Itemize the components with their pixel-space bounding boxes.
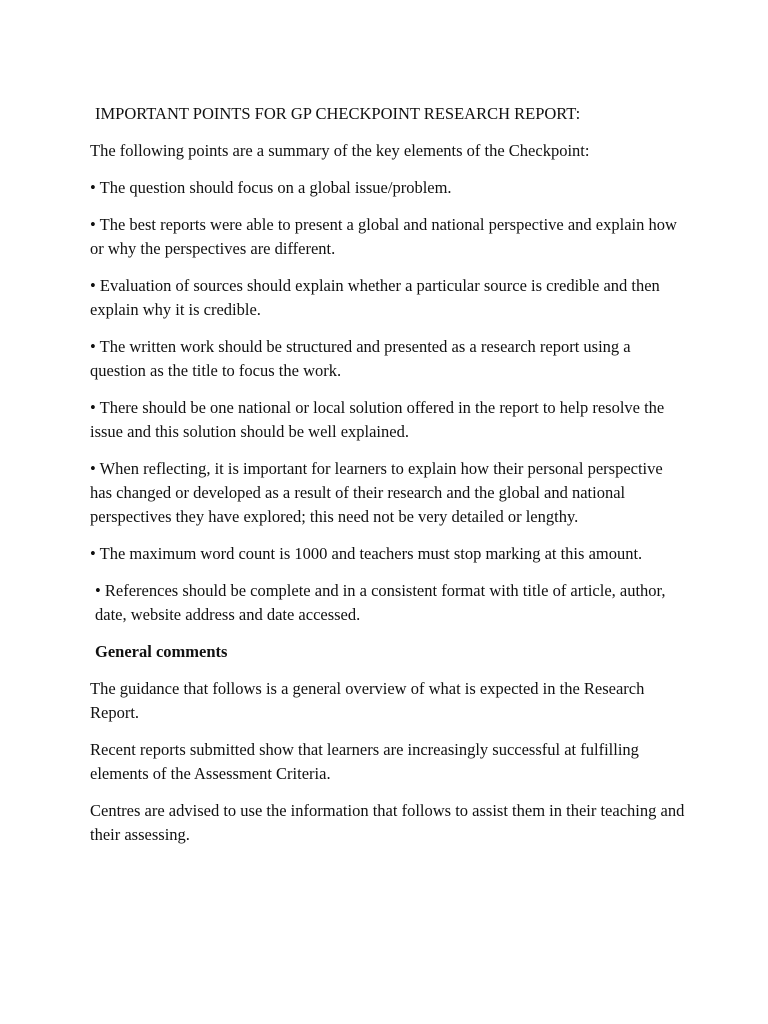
- bullet-icon: •: [90, 276, 96, 295]
- bullet-text: The question should focus on a global issue/problem.: [99, 178, 452, 197]
- bullet-text: The written work should be structured and presented as a research report using a question as the title to focus the work.: [90, 337, 631, 380]
- bullet-icon: •: [95, 581, 101, 600]
- section-paragraph: Centres are advised to use the information that follows to assist them in their teaching and their assessing.: [90, 801, 685, 844]
- bullet-text: References should be complete and in a consistent format with title of article, author, date, website address and date accessed.: [95, 581, 666, 624]
- bullet-icon: •: [90, 178, 96, 197]
- bullet-item: [90, 335, 686, 383]
- document-title: IMPORTANT POINTS FOR GP CHECKPOINT RESEARCH REPORT:: [95, 104, 581, 123]
- bullet-icon: •: [90, 544, 96, 563]
- bullet-item: [90, 176, 686, 200]
- section-paragraph: Recent reports submitted show that learners are increasingly successful at fulfilling elements of the Assessment Criteria.: [90, 740, 639, 783]
- bullet-text: The best reports were able to present a global and national perspective and explain how or why the perspectives are different.: [90, 215, 677, 258]
- bullet-text: There should be one national or local solution offered in the report to help resolve the issue and this solution should be well explained.: [90, 398, 665, 441]
- bullet-text: When reflecting, it is important for learners to explain how their personal perspective has changed or developed as a result of their research and the global and national perspectives they have explored; this need not be very detailed or lengthy.: [90, 459, 663, 526]
- bullet-icon: •: [90, 337, 96, 356]
- section-paragraph: The guidance that follows is a general overview of what is expected in the Research Report.: [90, 679, 645, 722]
- section-heading: General comments: [95, 642, 228, 661]
- bullet-icon: •: [90, 215, 96, 234]
- bullet-text: The maximum word count is 1000 and teachers must stop marking at this amount.: [99, 544, 643, 563]
- bullet-text: Evaluation of sources should explain whether a particular source is credible and then explain why it is credible.: [90, 276, 660, 319]
- bullet-item: [90, 542, 686, 566]
- bullet-item: [90, 274, 686, 322]
- bullet-item: [90, 213, 686, 261]
- bullet-icon: •: [90, 398, 96, 417]
- bullet-item: [90, 579, 686, 627]
- bullet-icon: •: [90, 459, 96, 478]
- intro-paragraph: The following points are a summary of the key elements of the Checkpoint:: [90, 141, 590, 160]
- document-body: [90, 102, 686, 860]
- bullet-item: [90, 396, 686, 444]
- bullet-item: [90, 457, 686, 529]
